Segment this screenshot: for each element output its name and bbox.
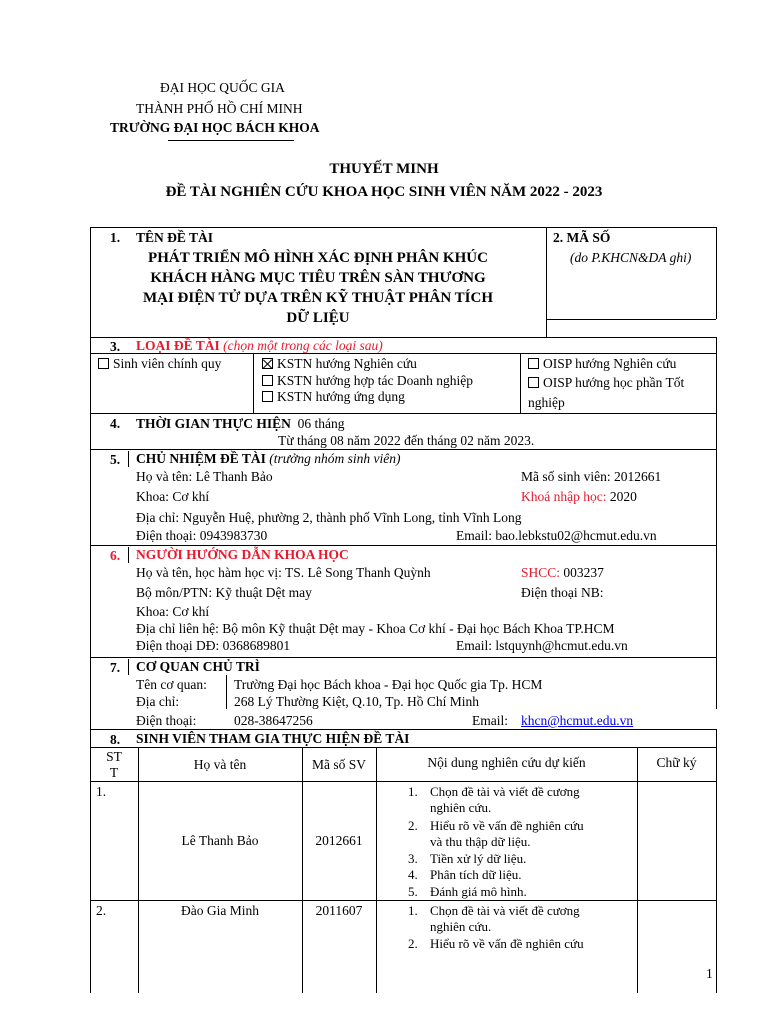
university-line: ĐẠI HỌC QUỐC GIA — [160, 80, 285, 95]
section-7-label: CƠ QUAN CHỦ TRÌ — [136, 659, 260, 674]
org-phone-value: 028-38647256 — [234, 713, 313, 728]
school-line: TRƯỜNG ĐẠI HỌC BÁCH KHOA — [110, 120, 320, 135]
page-subtitle: ĐỀ TÀI NGHIÊN CỨU KHOA HỌC SINH VIÊN NĂM 2022 - 2023 — [165, 184, 603, 200]
option-oisp-research[interactable] — [528, 356, 676, 373]
code-note: (do P.KHCN&DA ghi) — [570, 250, 692, 265]
section-8-label: SINH VIÊN THAM GIA THỰC HIỆN ĐỀ TÀI — [136, 731, 410, 746]
option-oisp-thesis-cont: nghiệp — [528, 395, 565, 410]
section-4-label: THỜI GIAN THỰC HIỆN — [136, 416, 291, 431]
city-line: THÀNH PHỐ HỒ CHÍ MINH — [136, 101, 303, 116]
page-title: THUYẾT MINH — [329, 161, 439, 177]
shcc-label: SHCC: — [521, 565, 561, 580]
checkbox-unchecked-icon[interactable] — [528, 358, 539, 369]
checkbox-unchecked-icon[interactable] — [262, 391, 273, 402]
section-5-note: (trưởng nhóm sinh viên) — [269, 451, 401, 466]
list-item-num: 5. — [408, 884, 418, 899]
advisor-email: Email: lstquynh@hcmut.edu.vn — [456, 638, 628, 653]
list-item: Chọn đề tài và viết đề cương — [430, 784, 580, 799]
intake-value: 2020 — [609, 489, 637, 504]
project-title — [92, 248, 544, 328]
option-kstn-enterprise[interactable] — [262, 373, 473, 390]
list-item-cont: và thu thập dữ liệu. — [430, 834, 531, 849]
section-5-heading — [136, 451, 400, 468]
duration-range: Từ tháng 08 năm 2022 đến tháng 02 năm 2023. — [278, 433, 535, 448]
org-addr-value: 268 Lý Thường Kiệt, Q.10, Tp. Hồ Chí Minh — [234, 694, 479, 709]
section-5-label: CHỦ NHIỆM ĐỀ TÀI — [136, 451, 266, 466]
section-1-number: 1. — [110, 230, 121, 245]
option-regular-student[interactable] — [98, 356, 221, 373]
list-item: Hiểu rõ về vấn đề nghiên cứu — [430, 936, 584, 951]
option-label: OISP hướng Nghiên cứu — [543, 356, 677, 371]
advisor-dept: Bộ môn/PTN: Kỹ thuật Dệt may — [136, 585, 312, 600]
list-item-cont: nghiên cứu. — [430, 919, 492, 934]
option-label: Sinh viên chính quy — [113, 356, 222, 371]
leader-intake — [521, 489, 637, 506]
section-4-heading — [136, 416, 345, 433]
header-stt-b: T — [109, 765, 119, 780]
section-4-number: 4. — [110, 416, 121, 431]
section-6-label: NGƯỜI HƯỚNG DẪN KHOA HỌC — [136, 547, 349, 562]
org-email-label: Email: — [472, 713, 508, 728]
section-5-number: 5. — [110, 452, 121, 467]
leader-student-id: Mã số sinh viên: 2012661 — [521, 469, 662, 484]
list-item: Chọn đề tài và viết đề cương — [430, 903, 580, 918]
org-addr-label: Địa chỉ: — [136, 694, 180, 709]
header-underline — [168, 140, 294, 141]
org-label: Tên cơ quan: — [136, 677, 207, 692]
section-3-heading — [136, 338, 383, 355]
header-student-id: Mã số SV — [311, 757, 366, 772]
list-item-num: 1. — [408, 903, 418, 918]
advisor-name: Họ và tên, học hàm học vị: TS. Lê Song Thanh Quỳnh — [136, 565, 431, 580]
row1-stt: 1. — [96, 784, 107, 799]
list-item-num: 2. — [408, 936, 418, 951]
header-stt — [90, 749, 138, 781]
header-sign: Chữ ký — [656, 755, 697, 770]
row1-id: 2012661 — [315, 833, 363, 848]
advisor-shcc — [521, 565, 604, 582]
option-kstn-applied[interactable] — [262, 389, 405, 406]
list-item-num: 3. — [408, 851, 418, 866]
list-item: Đánh giá mô hình. — [430, 884, 527, 899]
leader-phone: Điện thoại: 0943983730 — [136, 528, 268, 543]
leader-faculty: Khoa: Cơ khí — [136, 489, 210, 504]
section-3-label: LOẠI ĐỀ TÀI — [136, 338, 220, 353]
list-item: Tiền xử lý dữ liệu. — [430, 851, 527, 866]
option-label: KSTN hướng ứng dụng — [277, 389, 405, 404]
list-item-num: 2. — [408, 818, 418, 833]
advisor-faculty: Khoa: Cơ khí — [136, 604, 210, 619]
list-item: Hiểu rõ về vấn đề nghiên cứu — [430, 818, 584, 833]
header-content: Nội dung nghiên cứu dự kiến — [427, 755, 586, 770]
list-item-num: 1. — [408, 784, 418, 799]
list-item-num: 4. — [408, 867, 418, 882]
list-item-cont: nghiên cứu. — [430, 800, 492, 815]
header-name: Họ và tên — [193, 757, 247, 772]
project-title-line: MẠI ĐIỆN TỬ DỰA TRÊN KỸ THUẬT PHÂN TÍCH — [142, 290, 494, 306]
intake-label: Khoá nhập học: — [521, 489, 607, 504]
option-oisp-thesis[interactable] — [528, 375, 684, 392]
leader-email: Email: bao.lebkstu02@hcmut.edu.vn — [456, 528, 657, 543]
row2-name: Đào Gia Minh — [181, 903, 259, 918]
section-8-number: 8. — [110, 732, 121, 747]
option-label: OISP hướng học phần Tốt — [543, 375, 685, 390]
option-label: KSTN hướng hợp tác Doanh nghiệp — [277, 373, 473, 388]
option-kstn-research[interactable] — [262, 356, 417, 373]
section-3-num-text: 3. — [110, 339, 121, 354]
section-3-number — [110, 339, 120, 356]
option-label: KSTN hướng Nghiên cứu — [277, 356, 417, 371]
duration-value: 06 tháng — [297, 416, 345, 431]
page-number: 1 — [706, 966, 713, 981]
list-item: Phân tích dữ liệu. — [430, 867, 522, 882]
checkbox-checked-icon[interactable] — [262, 358, 273, 369]
advisor-mobile: Điện thoại DĐ: 0368689801 — [136, 638, 291, 653]
advisor-contact: Địa chỉ liên hệ: Bộ môn Kỹ thuật Dệt may - Khoa Cơ khí - Đại học Bách Khoa TP.HCM — [136, 621, 615, 636]
section-6-number: 6. — [110, 548, 121, 563]
header-stt-a: ST — [106, 749, 122, 764]
project-title-line: KHÁCH HÀNG MỤC TIÊU TRÊN SÀN THƯƠNG — [150, 270, 486, 286]
project-title-line: PHÁT TRIỂN MÔ HÌNH XÁC ĐỊNH PHÂN KHÚC — [148, 250, 488, 266]
advisor-phone-nb: Điện thoại NB: — [521, 585, 604, 600]
checkbox-unchecked-icon[interactable] — [98, 358, 109, 369]
org-email-link[interactable]: khcn@hcmut.edu.vn — [521, 713, 634, 728]
shcc-value: 003237 — [563, 565, 604, 580]
org-phone-label: Điện thoại: — [136, 713, 197, 728]
row2-id: 2011607 — [315, 903, 363, 918]
section-7-number: 7. — [110, 660, 121, 675]
org-value: Trường Đại học Bách khoa - Đại học Quốc gia Tp. HCM — [234, 677, 543, 692]
project-title-line: DỮ LIỆU — [286, 310, 350, 326]
leader-address: Địa chỉ: Nguyễn Huệ, phường 2, thành phố Vĩnh Long, tỉnh Vĩnh Long — [136, 510, 522, 525]
checkbox-unchecked-icon[interactable] — [262, 375, 273, 386]
checkbox-unchecked-icon[interactable] — [528, 377, 539, 388]
leader-name: Họ và tên: Lê Thanh Bảo — [136, 469, 273, 484]
row1-name: Lê Thanh Bảo — [181, 833, 259, 848]
code-label: 2. MÃ SỐ — [553, 230, 611, 245]
section-1-label: TÊN ĐỀ TÀI — [136, 230, 214, 245]
row2-stt: 2. — [96, 903, 107, 918]
section-3-note: (chọn một trong các loại sau) — [223, 338, 383, 353]
